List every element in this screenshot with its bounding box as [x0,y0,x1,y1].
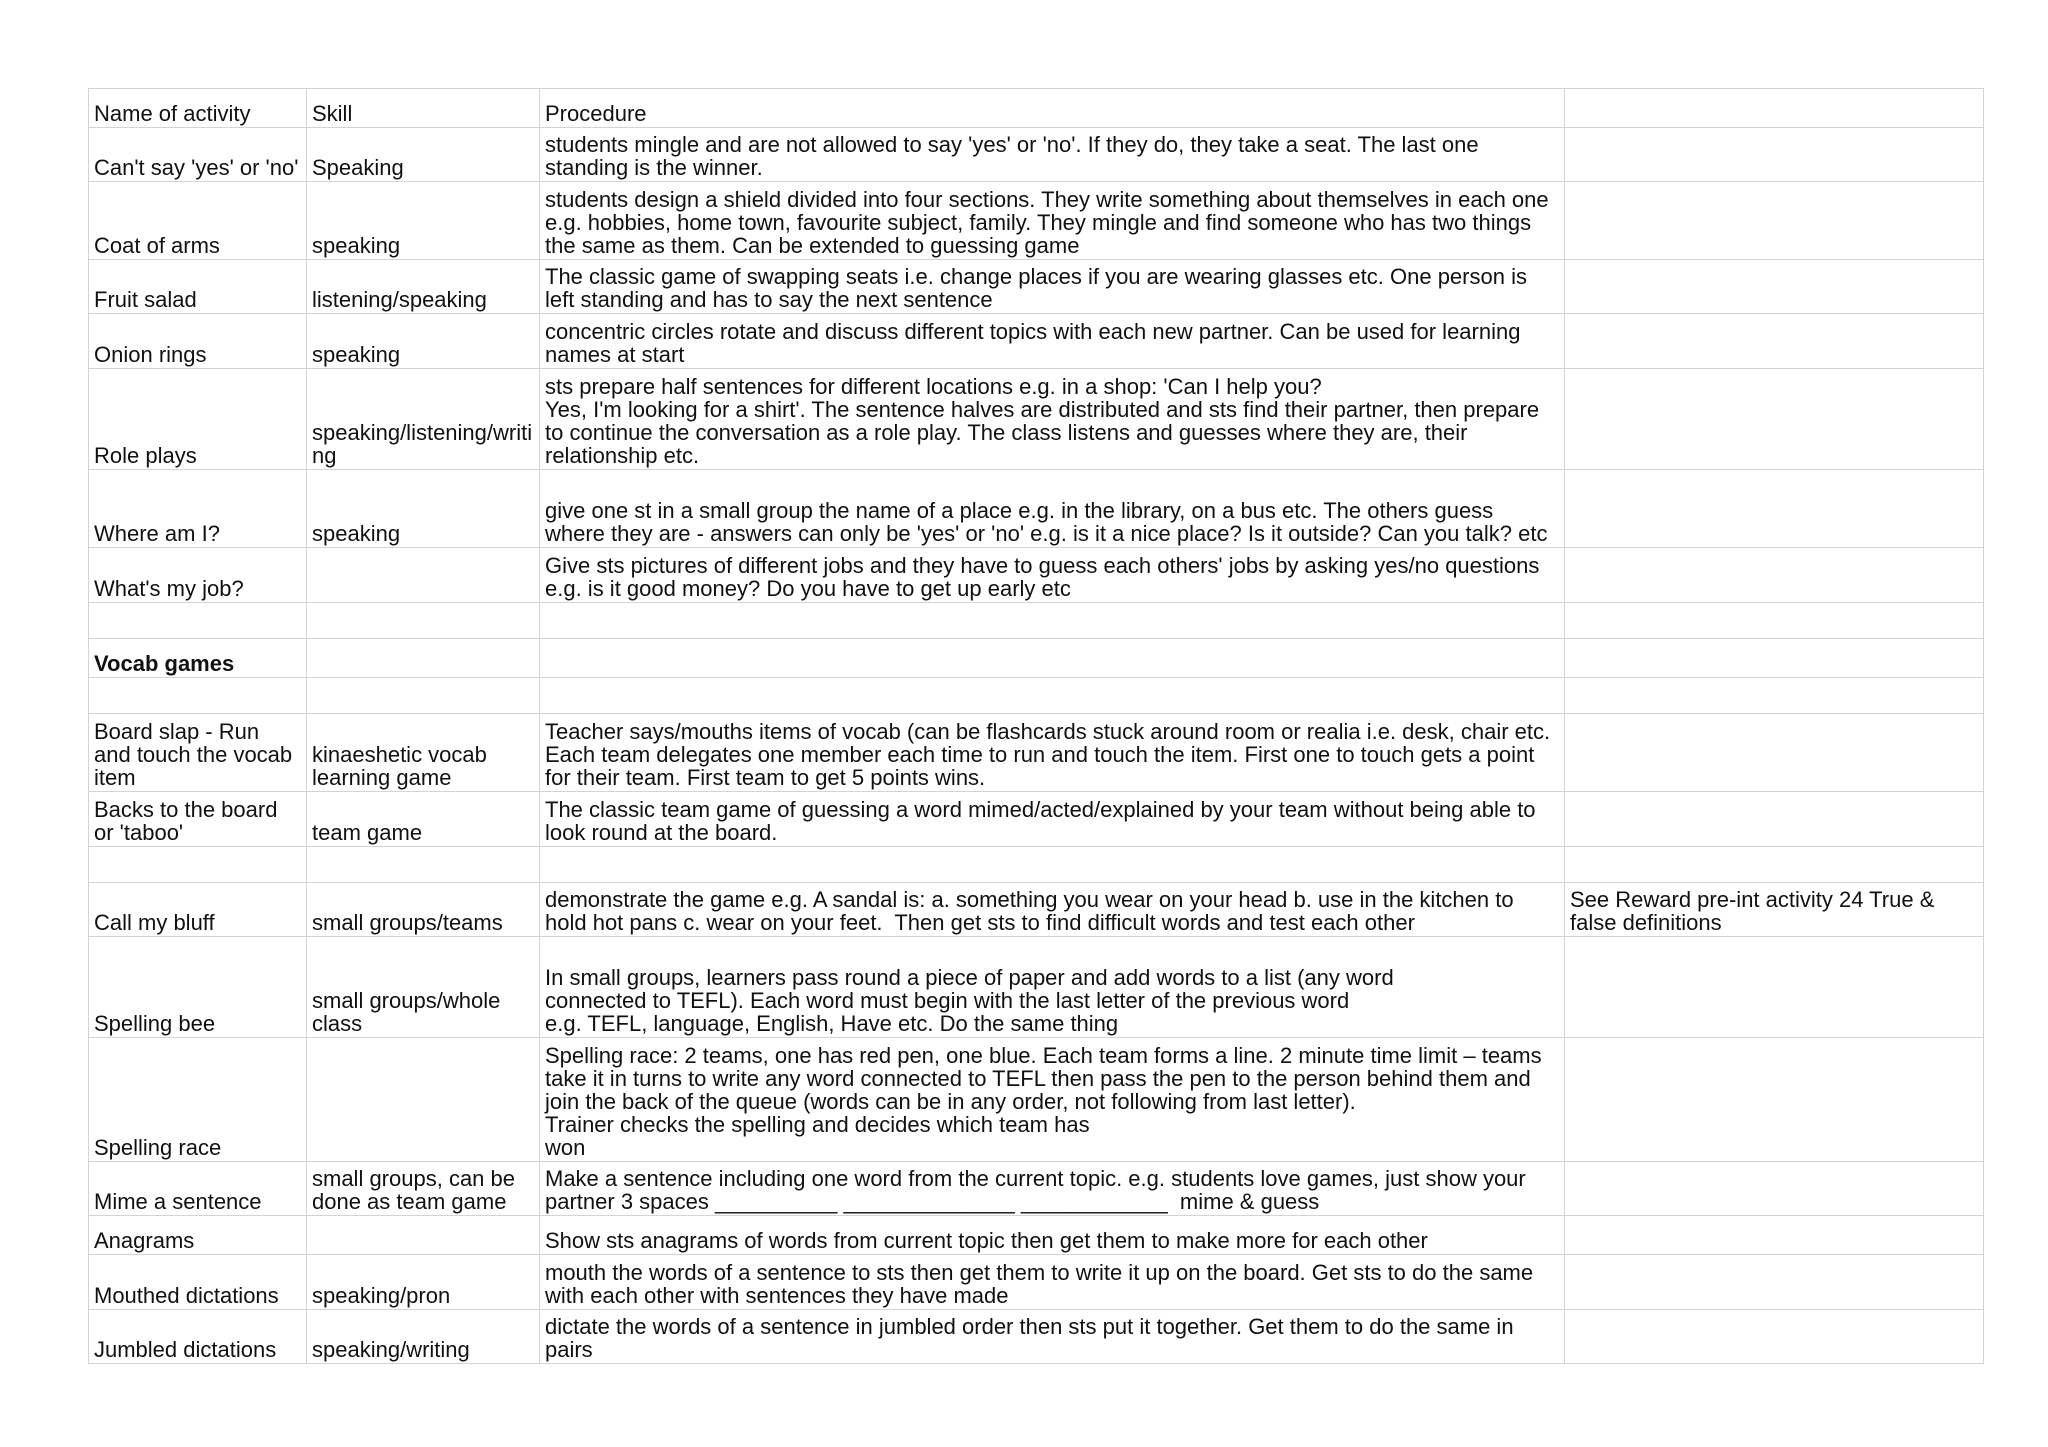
skill-cell: speaking [307,314,540,369]
activity-name-cell: Coat of arms [89,182,307,260]
notes-cell [1565,847,1984,883]
activity-name-cell: Mime a sentence [89,1162,307,1216]
table-row [89,639,1984,678]
table-row [89,847,1984,883]
skill-cell: Speaking [307,128,540,182]
procedure-cell: mouth the words of a sentence to sts then get them to write it up on the board. Get sts to do the same with each other with sentences they have made [540,1255,1565,1310]
skill-cell: kinaeshetic vocab learning game [307,714,540,792]
procedure-cell: students mingle and are not allowed to say 'yes' or 'no'. If they do, they take a seat. The last one standing is the winner. [540,128,1565,182]
skill-cell: small groups/whole class [307,937,540,1038]
skill-cell: speaking/pron [307,1255,540,1310]
skill-cell [307,847,540,883]
activity-name-cell [89,847,307,883]
notes-cell [1565,1216,1984,1255]
skill-cell: small groups/teams [307,883,540,937]
notes-cell [1565,89,1984,128]
activity-name-cell: Jumbled dictations [89,1310,307,1364]
skill-cell [307,548,540,603]
notes-cell [1565,548,1984,603]
procedure-cell: Procedure [540,89,1565,128]
skill-cell [307,603,540,639]
notes-cell [1565,937,1984,1038]
activity-name-cell [89,603,307,639]
notes-cell [1565,792,1984,847]
table-row [89,1310,1984,1364]
procedure-cell: In small groups, learners pass round a piece of paper and add words to a list (any word connected to TEFL). Each word must begin with the last letter of the previous word e.g. TEFL, language, English, Have etc. Do the same thing [540,937,1565,1038]
table-row [89,369,1984,470]
notes-cell [1565,314,1984,369]
table-row [89,883,1984,937]
procedure-cell [540,678,1565,714]
activity-name-cell: Fruit salad [89,260,307,314]
procedure-cell: The classic team game of guessing a word mimed/acted/explained by your team without being able to look round at the board. [540,792,1565,847]
notes-cell [1565,714,1984,792]
activities-table [88,88,1984,1364]
skill-cell: team game [307,792,540,847]
notes-cell [1565,182,1984,260]
notes-cell [1565,1310,1984,1364]
activity-name-cell: Where am I? [89,470,307,548]
notes-cell [1565,1038,1984,1162]
procedure-cell [540,639,1565,678]
notes-cell [1565,470,1984,548]
procedure-cell: Teacher says/mouths items of vocab (can be flashcards stuck around room or realia i.e. desk, chair etc. Each team delegates one member each time to run and touch the item. First one to touch gets a point for their team. First team to get 5 points wins. [540,714,1565,792]
table-row [89,260,1984,314]
skill-cell: speaking/writing [307,1310,540,1364]
activity-name-cell: Backs to the board or 'taboo' [89,792,307,847]
procedure-cell: give one st in a small group the name of a place e.g. in the library, on a bus etc. The others guess where they are - answers can only be 'yes' or 'no' e.g. is it a nice place? Is it outside? Can you talk? etc [540,470,1565,548]
activity-name-cell: Name of activity [89,89,307,128]
procedure-cell [540,603,1565,639]
table-row [89,548,1984,603]
procedure-cell: Spelling race: 2 teams, one has red pen, one blue. Each team forms a line. 2 minute time limit – teams take it in turns to write any word connected to TEFL then pass the pen to the person behind them and join the back of the queue (words can be in any order, not following from last letter). Trainer checks the spelling and decides which team has won [540,1038,1565,1162]
notes-cell [1565,128,1984,182]
procedure-cell: concentric circles rotate and discuss different topics with each new partner. Can be used for learning names at start [540,314,1565,369]
skill-cell [307,678,540,714]
procedure-cell: students design a shield divided into four sections. They write something about themselves in each one e.g. hobbies, home town, favourite subject, family. They mingle and find someone who has two things the same as them. Can be extended to guessing game [540,182,1565,260]
skill-cell: small groups, can be done as team game [307,1162,540,1216]
notes-cell [1565,639,1984,678]
skill-cell: Skill [307,89,540,128]
table-row [89,792,1984,847]
skill-cell [307,639,540,678]
table-row [89,678,1984,714]
activity-name-cell: Vocab games [89,639,307,678]
procedure-cell: Make a sentence including one word from the current topic. e.g. students love games, just show your partner 3 spaces __________ ______________ ____________ mime & guess [540,1162,1565,1216]
table-row [89,470,1984,548]
activity-name-cell: Spelling bee [89,937,307,1038]
table-row [89,1216,1984,1255]
procedure-cell: dictate the words of a sentence in jumbled order then sts put it together. Get them to do the same in pairs [540,1310,1565,1364]
table-row [89,182,1984,260]
activity-name-cell: Onion rings [89,314,307,369]
skill-cell: listening/speaking [307,260,540,314]
activity-name-cell: Spelling race [89,1038,307,1162]
table-row [89,128,1984,182]
activity-name-cell: Call my bluff [89,883,307,937]
skill-cell [307,1216,540,1255]
activities-table-body [89,89,1984,1364]
procedure-cell [540,847,1565,883]
procedure-cell: Show sts anagrams of words from current topic then get them to make more for each other [540,1216,1565,1255]
table-row [89,1038,1984,1162]
table-row [89,89,1984,128]
activity-name-cell: Can't say 'yes' or 'no' [89,128,307,182]
procedure-cell: sts prepare half sentences for different locations e.g. in a shop: 'Can I help you? Yes, I'm looking for a shirt'. The sentence halves are distributed and sts find their partner, then prepare to continue the conversation as a role play. The class listens and guesses where they are, their relationship etc. [540,369,1565,470]
activity-name-cell [89,678,307,714]
skill-cell [307,1038,540,1162]
table-row [89,314,1984,369]
activity-name-cell: Board slap - Run and touch the vocab item [89,714,307,792]
activity-name-cell: Role plays [89,369,307,470]
table-row [89,937,1984,1038]
notes-cell [1565,369,1984,470]
activity-name-cell: Mouthed dictations [89,1255,307,1310]
table-row [89,1162,1984,1216]
notes-cell [1565,260,1984,314]
notes-cell [1565,603,1984,639]
activity-name-cell: Anagrams [89,1216,307,1255]
skill-cell: speaking [307,470,540,548]
skill-cell: speaking/listening/writing [307,369,540,470]
notes-cell [1565,1255,1984,1310]
procedure-cell: The classic game of swapping seats i.e. change places if you are wearing glasses etc. One person is left standing and has to say the next sentence [540,260,1565,314]
procedure-cell: demonstrate the game e.g. A sandal is: a. something you wear on your head b. use in the kitchen to hold hot pans c. wear on your feet. Then get sts to find difficult words and test each other [540,883,1565,937]
activity-name-cell: What's my job? [89,548,307,603]
procedure-cell: Give sts pictures of different jobs and they have to guess each others' jobs by asking yes/no questions e.g. is it good money? Do you have to get up early etc [540,548,1565,603]
table-row [89,603,1984,639]
skill-cell: speaking [307,182,540,260]
notes-cell [1565,1162,1984,1216]
table-row [89,714,1984,792]
spreadsheet-page [88,88,1983,1364]
notes-cell: See Reward pre-int activity 24 True & false definitions [1565,883,1984,937]
notes-cell [1565,678,1984,714]
table-row [89,1255,1984,1310]
